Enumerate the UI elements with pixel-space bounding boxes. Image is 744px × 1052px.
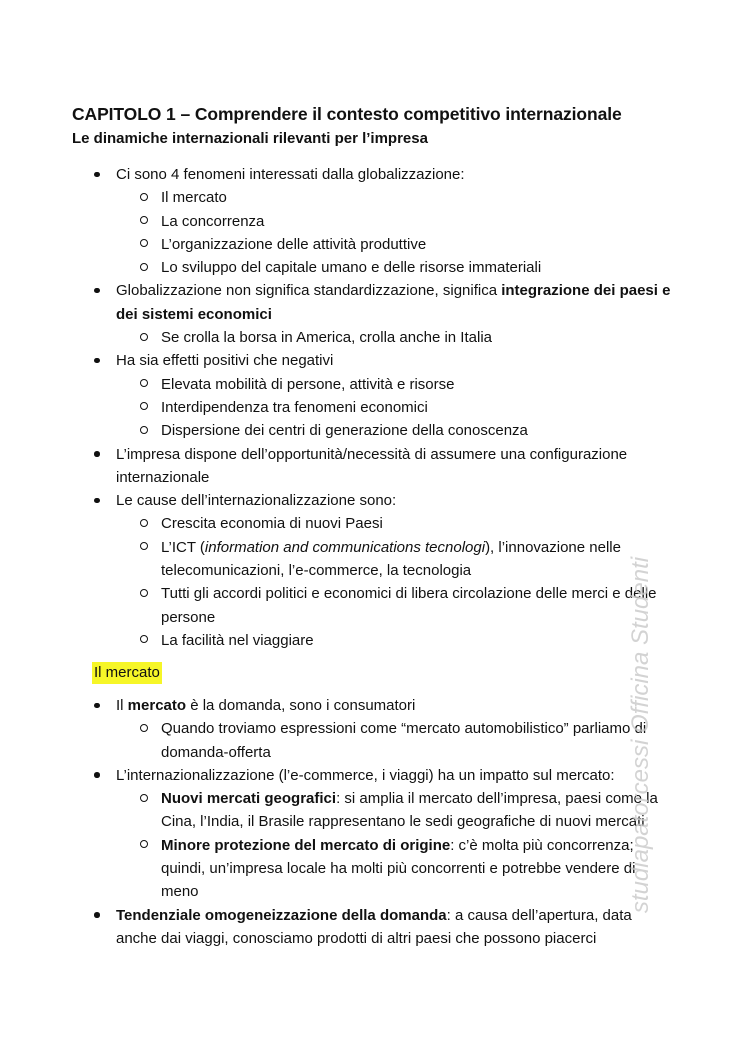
- sub-list: [116, 787, 676, 903]
- sub-list: [116, 326, 676, 349]
- sub-list-item: Il mercato: [161, 186, 676, 209]
- sub-list-item: Lo sviluppo del capitale umano e delle risorse immateriali: [161, 256, 676, 279]
- list-item: [116, 904, 676, 951]
- section-title: Le dinamiche internazionali rilevanti per l’impresa: [72, 130, 428, 147]
- sub-list-item: L’organizzazione delle attività produttive: [161, 233, 676, 256]
- list-item-text: Ha sia effetti positivi che negativi: [116, 352, 334, 370]
- highlighted-heading: Il mercato: [92, 662, 162, 684]
- list-item-text: Ci sono 4 fenomeni interessati dalla globalizzazione:: [116, 166, 465, 183]
- list-item-text: Globalizzazione non significa standardizzazione, significa: [116, 282, 502, 300]
- sub-list-item: [161, 787, 676, 834]
- italic-phrase: information and communications tecnologi: [204, 538, 486, 556]
- list-item-text: L’internazionalizzazione (l’e-commerce, i viaggi) ha un impatto sul mercato:: [116, 766, 615, 784]
- sub-list-item: Se crolla la borsa in America, crolla anche in Italia: [161, 326, 676, 349]
- sub-list-text: : c’è molta più concorrenza; quindi, un’impresa locale ha molti più concorrenti e potrebbe vendere di meno: [161, 836, 636, 901]
- list-item: [116, 349, 676, 442]
- ict-text: L’ICT (: [161, 538, 205, 556]
- sub-list-item: [161, 536, 676, 583]
- sub-list-item: Interdipendenza tra fenomeni economici: [161, 396, 676, 419]
- watermark: [618, 535, 664, 935]
- watermark-text: studiapatorcessi Officina Studenti: [627, 556, 655, 914]
- list-item-text: L’impresa dispone dell’opportunità/necessità di assumere una configurazione internazionale: [116, 445, 628, 486]
- list-item: [116, 443, 676, 490]
- list-item: [116, 694, 676, 764]
- list-item: [116, 764, 676, 904]
- market-list: [116, 694, 676, 950]
- sub-list-item: La facilità nel viaggiare: [161, 629, 676, 652]
- sub-list-item: Elevata mobilità di persone, attività e risorse: [161, 373, 676, 396]
- sub-list: [116, 186, 676, 279]
- list-item: [116, 279, 676, 349]
- list-item-text: è la domanda, sono i consumatori: [186, 697, 416, 714]
- globalization-list: [116, 163, 676, 652]
- sub-list-item: Tutti gli accordi politici e economici di libera circolazione delle merci e delle persone: [161, 582, 676, 629]
- sub-list-item: Crescita economia di nuovi Paesi: [161, 512, 676, 535]
- bold-phrase: integrazione dei paesi e dei sistemi economici: [116, 282, 671, 323]
- bold-phrase: Nuovi mercati geografici: [161, 790, 337, 808]
- sub-list-text: : si amplia il mercato dell’impresa, paesi come la Cina, l’India, il Brasile rappresentano le sedi geografiche di nuovi mercati: [161, 790, 658, 831]
- sub-list-item: La concorrenza: [161, 210, 676, 233]
- bold-phrase: Tendenziale omogeneizzazione della domanda: [116, 906, 447, 924]
- list-item-text: : a causa dell’apertura, data anche dai viaggi, conosciamo prodotti di altri paesi che possono piacerci: [116, 906, 632, 947]
- chapter-title: CAPITOLO 1 – Comprendere il contesto competitivo internazionale: [72, 104, 622, 124]
- bold-phrase: Minore protezione del mercato di origine: [161, 836, 451, 854]
- bold-phrase: mercato: [127, 697, 187, 714]
- sub-list-item: [161, 834, 676, 904]
- ict-text: ), l’innovazione nelle telecomunicazioni, l’e-commerce, la tecnologia: [161, 538, 621, 580]
- list-item: [116, 163, 676, 279]
- list-item: [116, 489, 676, 652]
- sub-list-item: Quando troviamo espressioni come “mercato automobilistico” parliamo di domanda-offerta: [161, 717, 676, 764]
- sub-list: [116, 717, 676, 764]
- sub-list: [116, 373, 676, 443]
- sub-list: [116, 512, 676, 652]
- list-item-text: Le cause dell’internazionalizzazione sono:: [116, 492, 397, 510]
- sub-list-item: Dispersione dei centri di generazione della conoscenza: [161, 419, 676, 442]
- list-item-text: Il: [116, 697, 128, 714]
